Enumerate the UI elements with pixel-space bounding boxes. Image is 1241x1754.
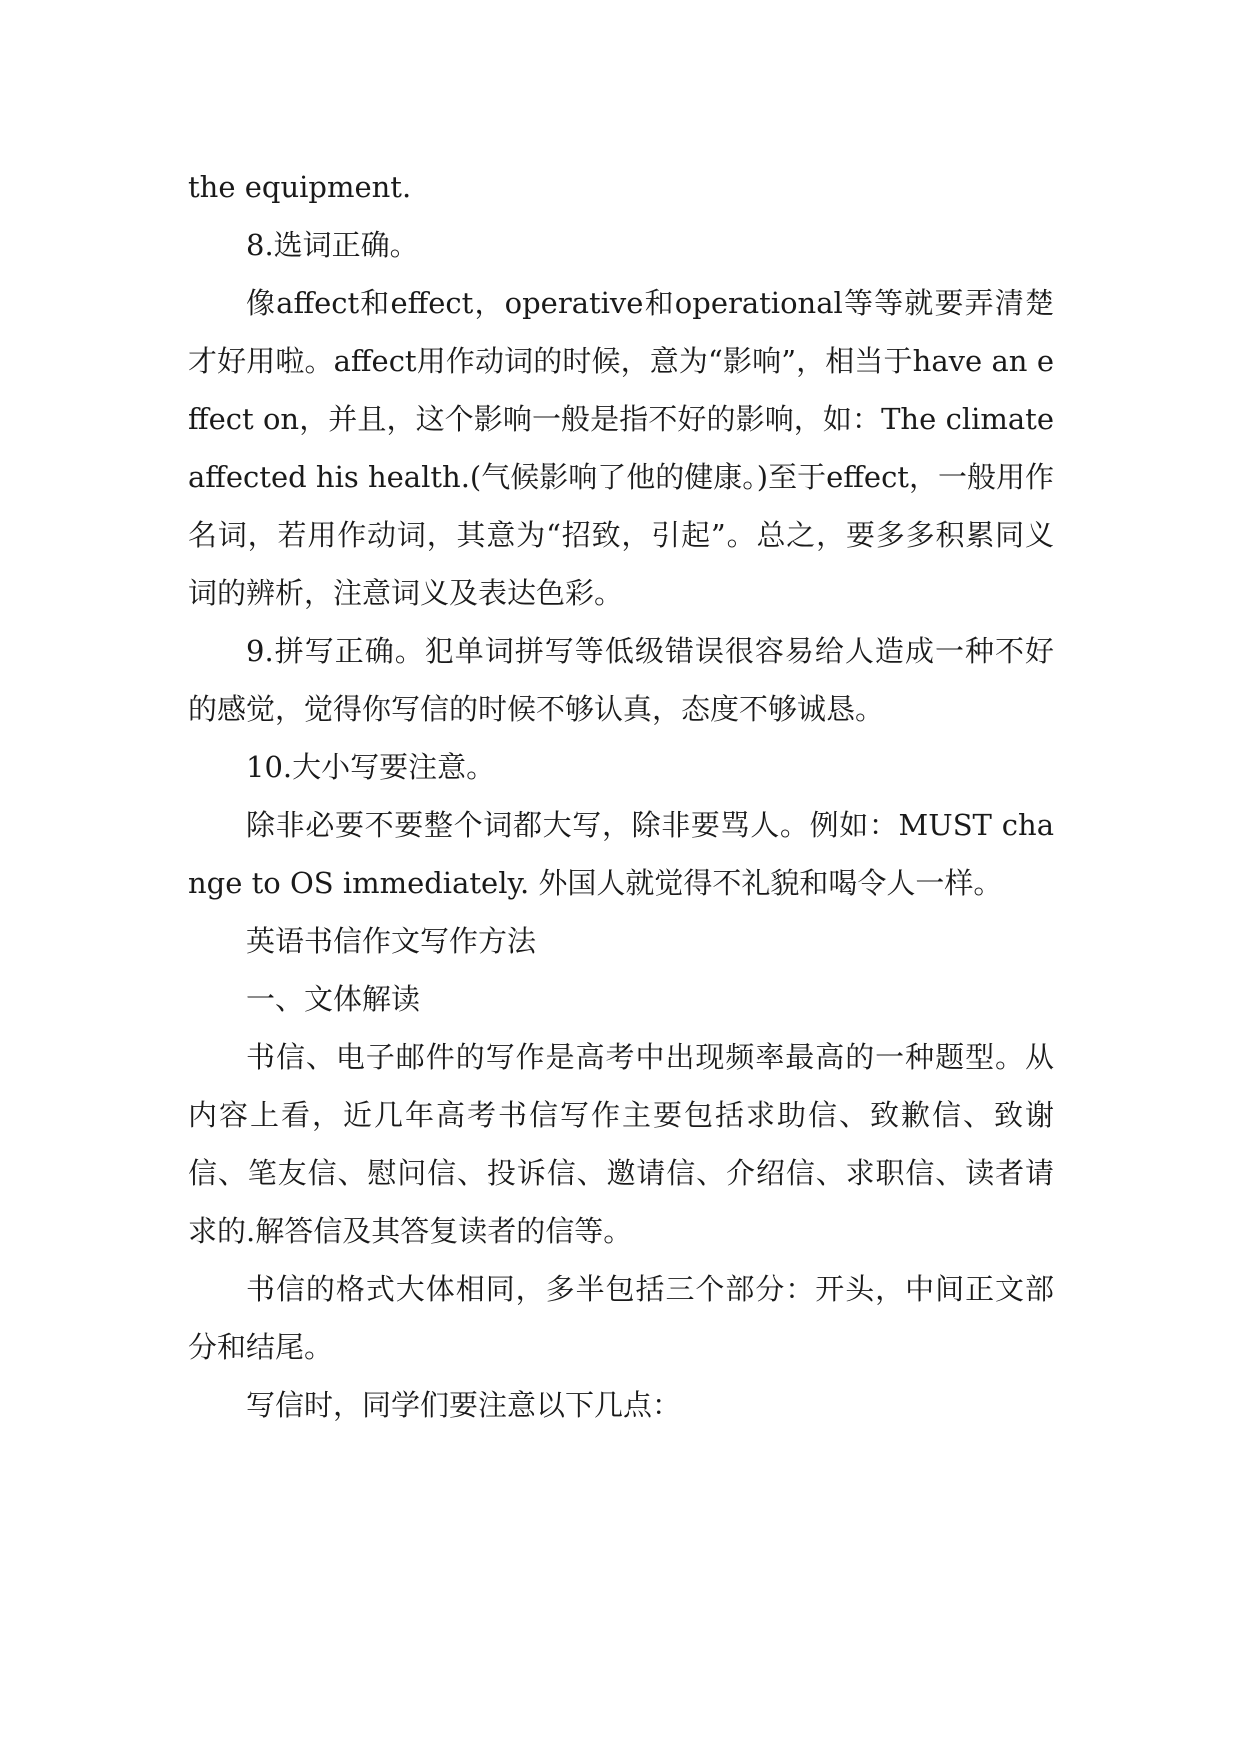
paragraph-item-9-spelling: 9.拼写正确。犯单词拼写等低级错误很容易给人造成一种不好的感觉，觉得你写信的时候不够认真，态度不够诚恳。 [188,634,1054,726]
paragraph-item-8-heading: 8.选词正确。 [246,228,419,262]
paragraph-continuation: the equipment. [188,170,412,204]
section-title: 英语书信作文写作方法 [246,924,537,958]
section-heading-genre: 一、文体解读 [246,982,421,1016]
paragraph-notes-intro: 写信时，同学们要注意以下几点： [246,1388,682,1422]
paragraph-letter-format: 书信的格式大体相同，多半包括三个部分：开头，中间正文部分和结尾。 [188,1272,1054,1364]
paragraph-item-10-heading: 10.大小写要注意。 [246,750,496,784]
paragraph-word-choice: 像affect和effect，operative和operational等等就要弄清楚才好用啦。affect用作动词的时候，意为“影响”，相当于have an effect on，并且，这个影响一般是指不好的影响，如：The climate affected his health.(气候影响了他的健康。)至于effect，一般用作名词，若用作动词，其意为“招致，引起”。总之，要多多积累同义词的辨析，注意词义及表达色彩。 [188,286,1054,610]
paragraph-letter-types: 书信、电子邮件的写作是高考中出现频率最高的一种题型。从内容上看，近几年高考书信写作主要包括求助信、致歉信、致谢信、笔友信、慰问信、投诉信、邀请信、介绍信、求职信、读者请求的.解答信及其答复读者的信等。 [188,1040,1054,1248]
paragraph-capitalization: 除非必要不要整个词都大写，除非要骂人。例如：MUST change to OS immediately. 外国人就觉得不礼貌和喝令人一样。 [188,808,1054,900]
document-body [188,158,1054,1434]
